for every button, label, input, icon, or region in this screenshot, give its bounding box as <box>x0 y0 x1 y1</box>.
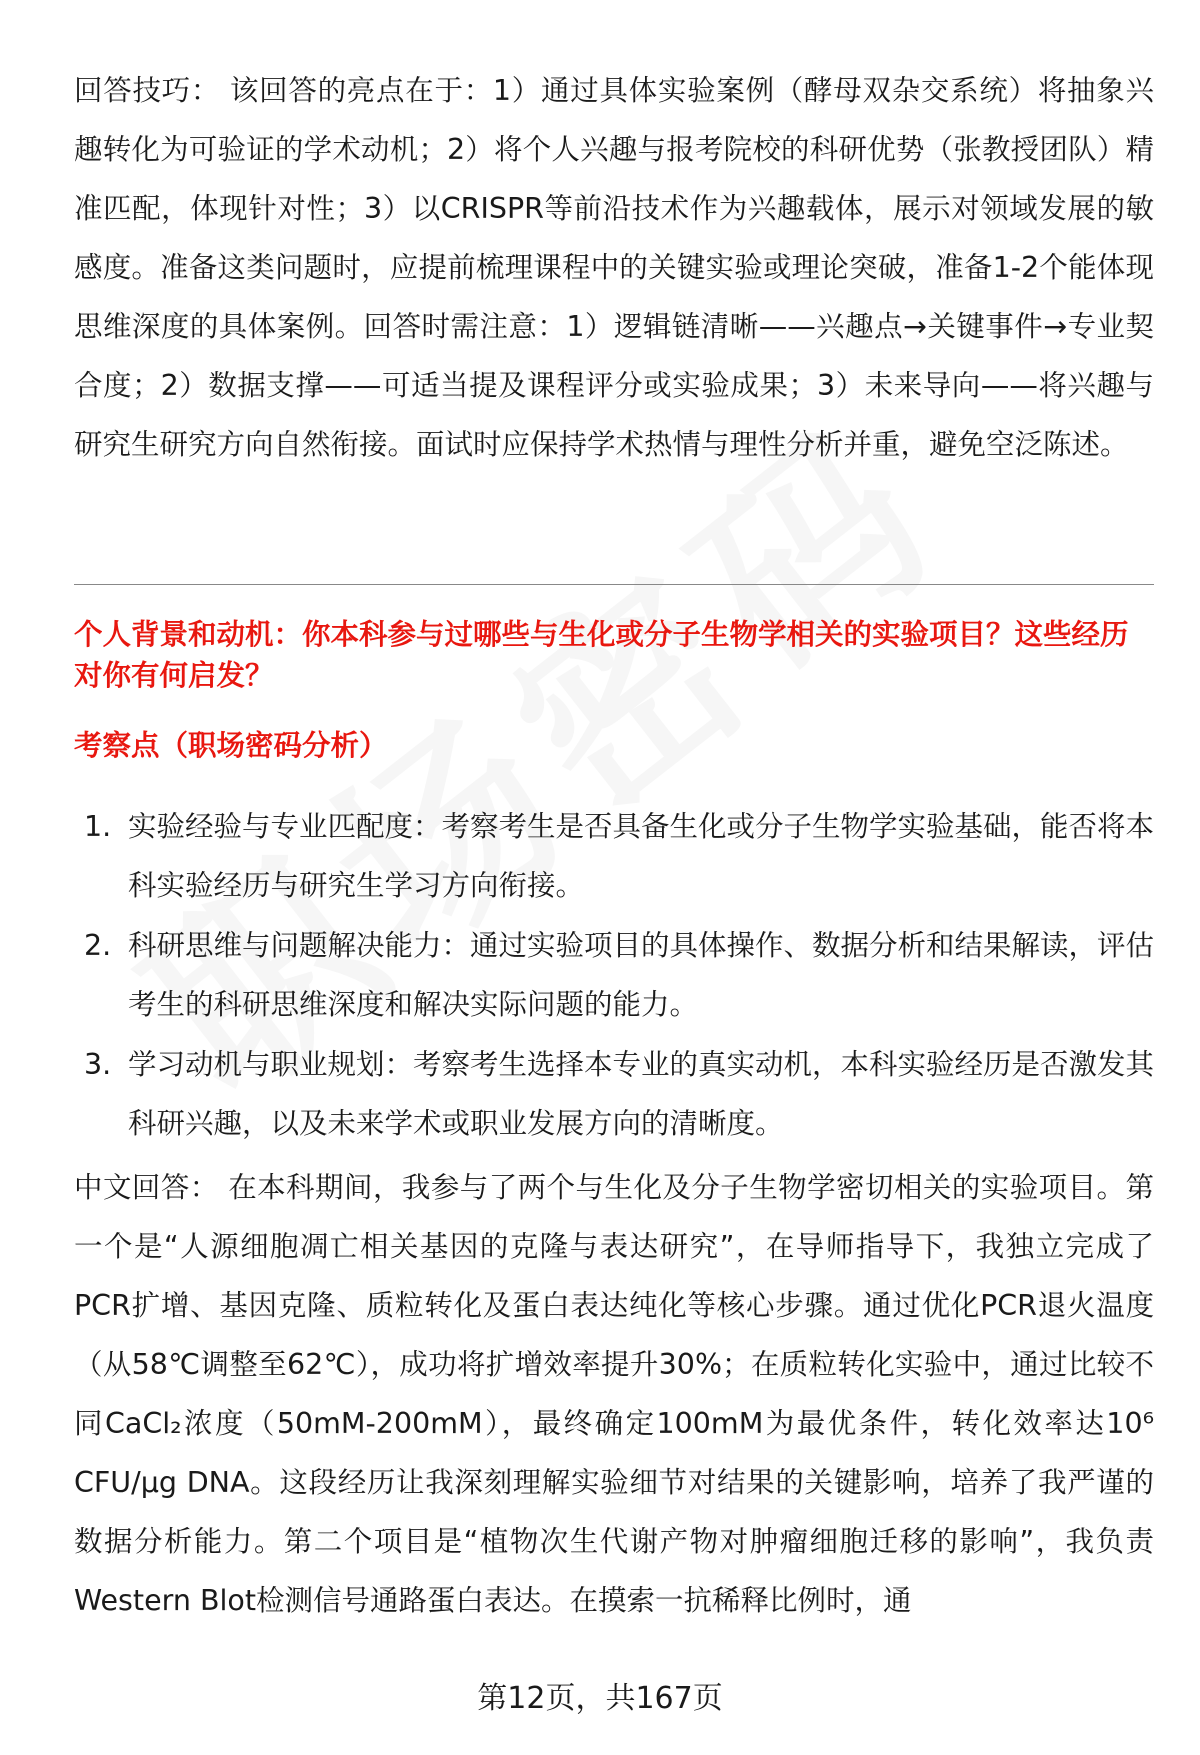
assessment-item-number: 1. <box>84 810 112 843</box>
interview-question: 个人背景和动机：你本科参与过哪些与生化或分子生物学相关的实验项目？这些经历对你有何启发？ <box>74 618 1129 692</box>
assessment-list <box>74 797 1154 1154</box>
assessment-title: 考察点（职场密码分析） <box>74 729 388 762</box>
assessment-item-number: 2. <box>84 929 112 962</box>
assessment-item-text: 学习动机与职业规划：考察考生选择本专业的真实动机，本科实验经历是否激发其科研兴趣，以及未来学术或职业发展方向的清晰度。 <box>128 1048 1155 1140</box>
assessment-item-number: 3. <box>84 1048 112 1081</box>
assessment-item <box>74 916 1154 1034</box>
assessment-item-text: 科研思维与问题解决能力：通过实验项目的具体操作、数据分析和结果解读，评估考生的科研思维深度和解决实际问题的能力。 <box>128 929 1155 1021</box>
page-number-footer: 第12页，共167页 <box>477 1681 723 1716</box>
chinese-answer-paragraph: 中文回答： 在本科期间，我参与了两个与生化及分子生物学密切相关的实验项目。第一个是“人源细胞凋亡相关基因的克隆与表达研究”，在导师指导下，我独立完成了PCR扩增、基因克隆、质粒转化及蛋白表达纯化等核心步骤。通过优化PCR退火温度（从58℃调整至62℃），成功将扩增效率提升30%；在质粒转化实验中，通过比较不同CaCl₂浓度（50mM-200mM），最终确定100mM为最优条件，转化效率达10⁶ CFU/μg DNA。这段经历让我深刻理解实验细节对结果的关键影响，培养了我严谨的数据分析能力。第二个项目是“植物次生代谢产物对肿瘤细胞迁移的影响”，我负责Western Blot检测信号通路蛋白表达。在摸索一抗稀释比例时，通 <box>74 1171 1154 1617</box>
answer-tips-paragraph: 回答技巧： 该回答的亮点在于：1）通过具体实验案例（酵母双杂交系统）将抽象兴趣转化为可验证的学术动机；2）将个人兴趣与报考院校的科研优势（张教授团队）精准匹配，体现针对性；3）以CRISPR等前沿技术作为兴趣载体，展示对领域发展的敏感度。准备这类问题时，应提前梳理课程中的关键实验或理论突破，准备1-2个能体现思维深度的具体案例。回答时需注意：1）逻辑链清晰——兴趣点→关键事件→专业契合度；2）数据支撑——可适当提及课程评分或实验成果；3）未来导向——将兴趣与研究生研究方向自然衔接。面试时应保持学术热情与理性分析并重，避免空泛陈述。 <box>74 74 1154 461</box>
assessment-item <box>74 797 1154 915</box>
assessment-item <box>74 1035 1154 1153</box>
section-divider <box>74 584 1154 585</box>
assessment-item-text: 实验经验与专业匹配度：考察考生是否具备生化或分子生物学实验基础，能否将本科实验经历与研究生学习方向衔接。 <box>128 810 1155 902</box>
